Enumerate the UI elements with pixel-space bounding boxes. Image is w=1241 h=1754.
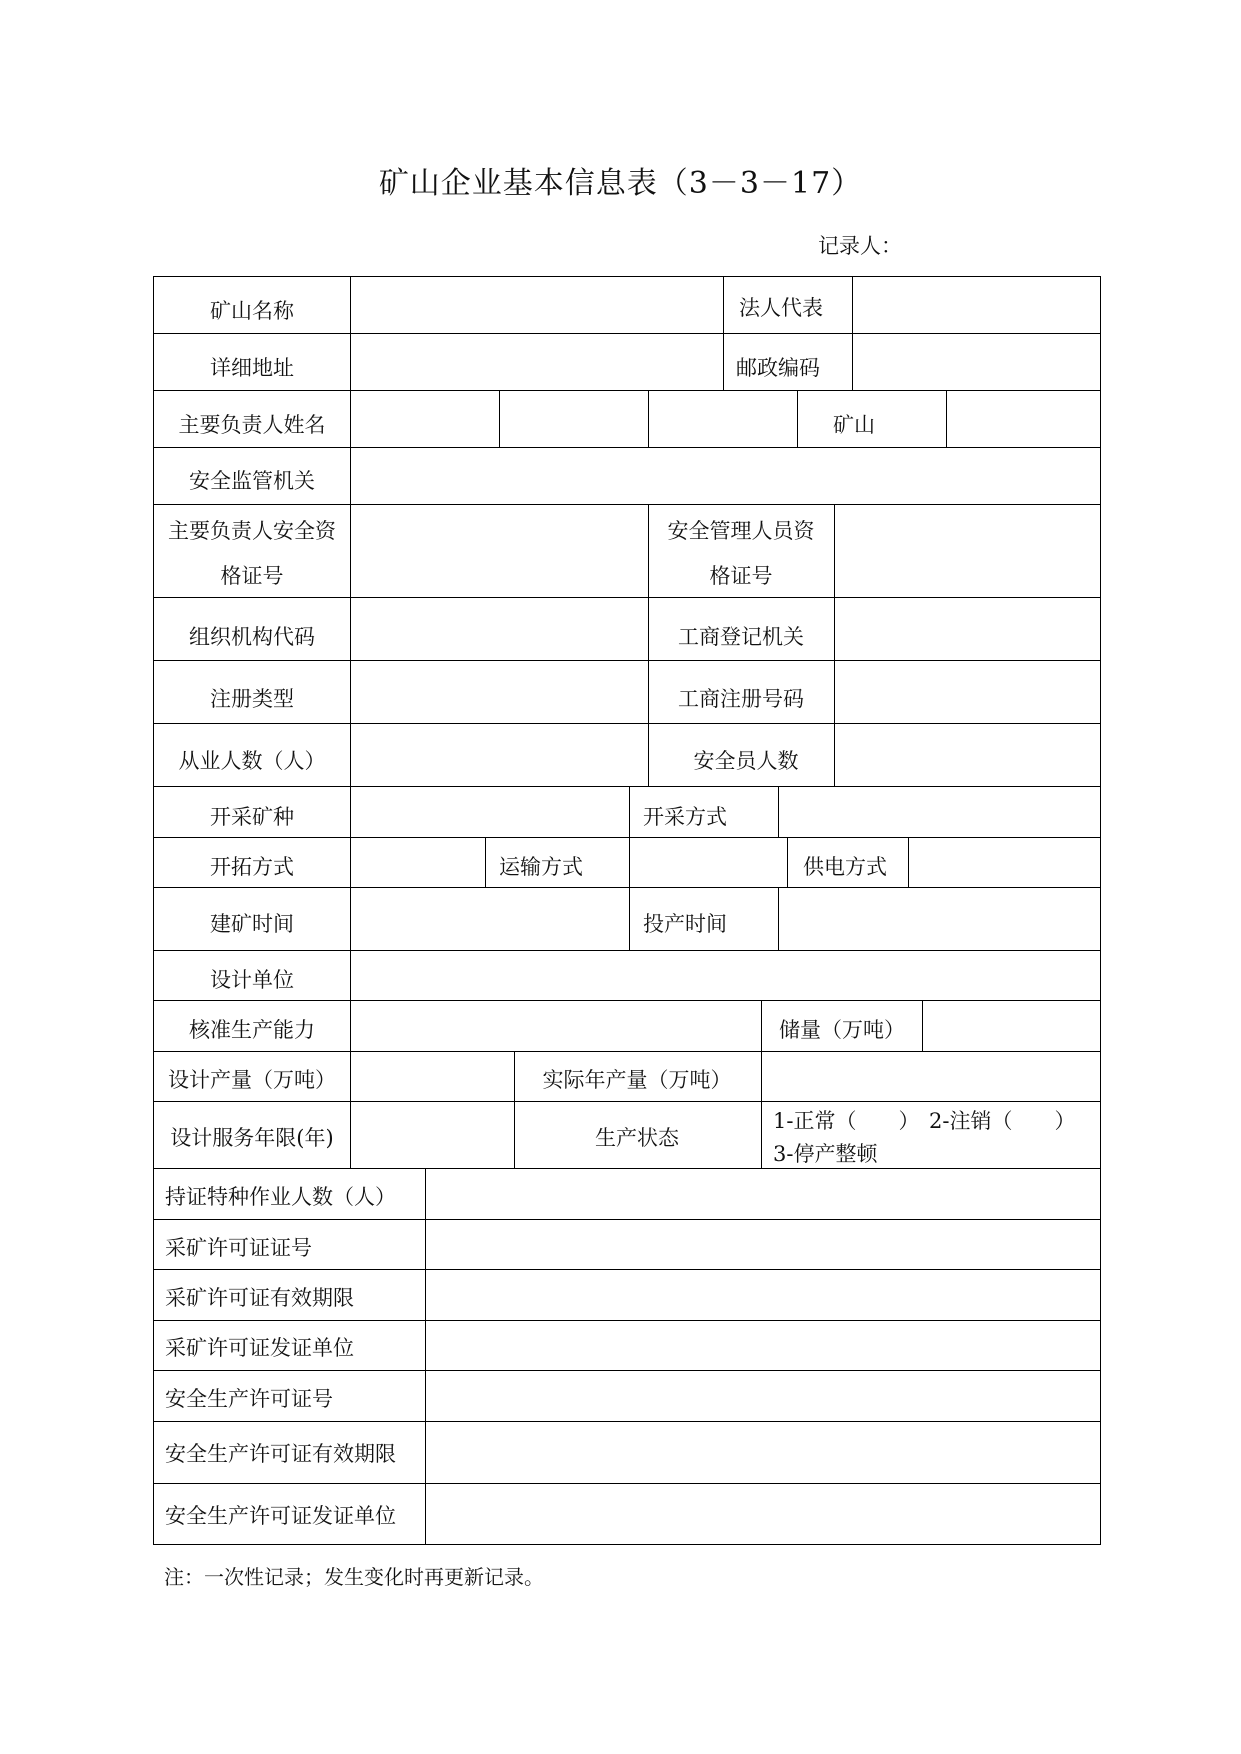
footnote: 注：一次性记录；发生变化时再更新记录。 — [164, 1565, 544, 1589]
label-chief-name: 主要负责人姓名 — [178, 413, 326, 437]
label-safety-permit-no: 安全生产许可证号 — [165, 1387, 333, 1411]
label-special-workers: 持证特种作业人数（人） — [165, 1185, 396, 1209]
label-mining-permit-no: 采矿许可证证号 — [165, 1236, 312, 1260]
label-safety-officers: 安全员人数 — [693, 749, 799, 773]
label-power: 供电方式 — [803, 855, 887, 879]
label-biz-authority: 工商登记机关 — [678, 625, 804, 649]
label-service-life: 设计服务年限(年) — [170, 1126, 334, 1150]
label-mineral: 开采矿种 — [210, 805, 294, 829]
label-approved-capacity: 核准生产能力 — [189, 1018, 315, 1042]
label-postcode: 邮政编码 — [736, 356, 820, 380]
label-legal-rep: 法人代表 — [739, 296, 823, 320]
label-mining-permit-valid: 采矿许可证有效期限 — [165, 1286, 354, 1310]
label-development: 开拓方式 — [210, 855, 294, 879]
label-reg-type: 注册类型 — [210, 687, 294, 711]
label-safety-permit-valid: 安全生产许可证有效期限 — [165, 1442, 396, 1466]
label-build-time: 建矿时间 — [210, 912, 294, 936]
label-prod-status: 生产状态 — [595, 1126, 679, 1150]
form-title: 矿山企业基本信息表（3－3－17） — [378, 166, 863, 201]
label-chief-cert — [168, 520, 336, 587]
label-staff-cert-line2: 格证号 — [709, 564, 773, 588]
label-address: 详细地址 — [210, 356, 294, 380]
label-actual-output: 实际年产量（万吨） — [542, 1068, 732, 1092]
label-org-code: 组织机构代码 — [189, 625, 315, 649]
label-staff-cert-line1: 安全管理人员资 — [667, 519, 815, 543]
label-safety-authority: 安全监管机关 — [189, 469, 315, 493]
label-employees: 从业人数（人） — [178, 749, 326, 773]
label-safety-permit-issuer: 安全生产许可证发证单位 — [165, 1504, 396, 1528]
recorder-label: 记录人： — [818, 234, 902, 258]
label-transport: 运输方式 — [499, 855, 583, 879]
label-design-unit: 设计单位 — [210, 968, 294, 992]
label-production-time: 投产时间 — [643, 912, 727, 936]
label-mine: 矿山 — [833, 413, 875, 437]
label-reserves: 储量（万吨） — [779, 1018, 905, 1042]
label-chief-cert-line2: 格证号 — [220, 564, 284, 588]
label-mining-method: 开采方式 — [643, 805, 727, 829]
label-biz-reg-no: 工商注册号码 — [678, 687, 804, 711]
status-option-cancelled: 2-注销（ ） — [929, 1109, 1076, 1133]
label-mine-name: 矿山名称 — [210, 299, 294, 323]
info-table — [153, 276, 1101, 1545]
label-mining-permit-issuer: 采矿许可证发证单位 — [165, 1336, 354, 1360]
status-option-normal: 1-正常（ ） — [773, 1109, 920, 1133]
label-chief-cert-line1: 主要负责人安全资 — [168, 519, 336, 543]
status-option-suspended: 3-停产整顿 — [773, 1142, 878, 1166]
label-staff-cert — [668, 520, 815, 587]
label-design-output: 设计产量（万吨） — [168, 1068, 336, 1092]
